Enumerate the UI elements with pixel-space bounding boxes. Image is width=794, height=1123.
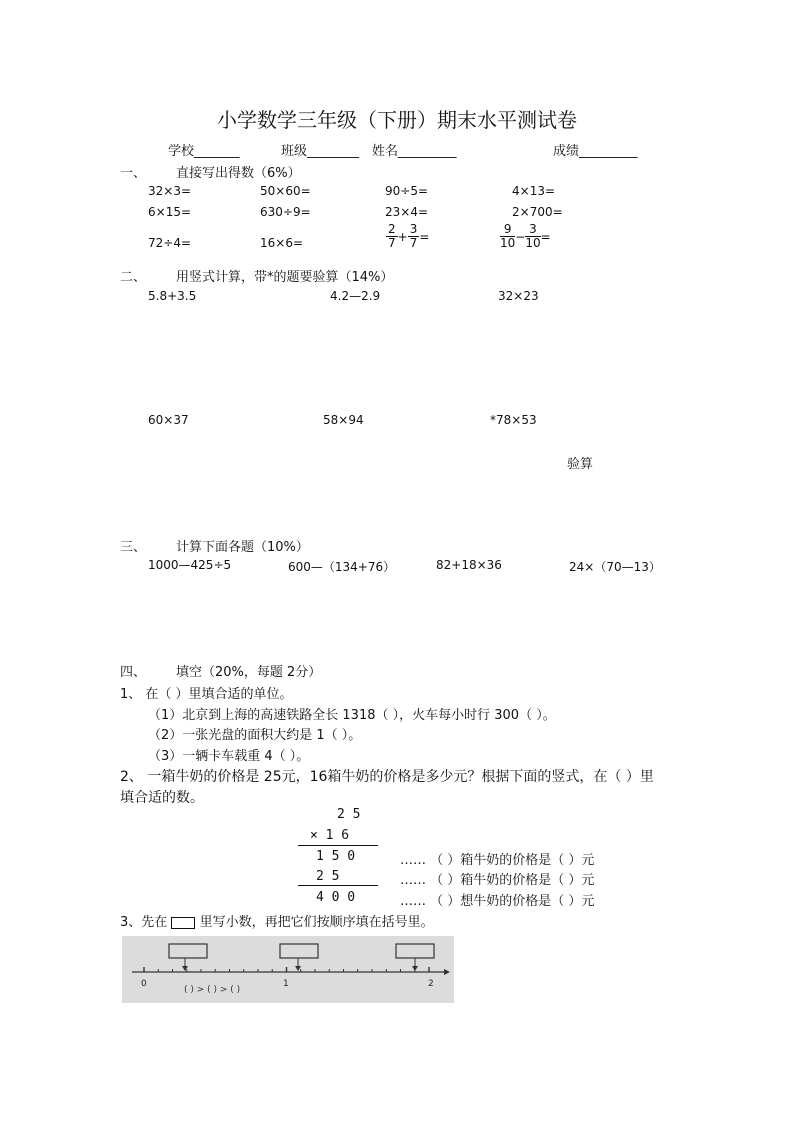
s1-item: 50×60= bbox=[260, 184, 311, 198]
axis-arrowhead bbox=[444, 969, 450, 975]
answer-box-icon bbox=[171, 917, 195, 929]
s2-item: 60×37 bbox=[148, 413, 189, 427]
calc-row-5: 4 0 0 bbox=[316, 890, 356, 905]
s1-item: 72÷4= bbox=[148, 236, 192, 250]
fraction: $\frac{2}{7}$ bbox=[388, 222, 396, 250]
s2-item: 4.2—2.9 bbox=[330, 289, 381, 303]
q1-stem: 1、 在（ ）里填合适的单位。 bbox=[120, 687, 293, 702]
fraction: $\frac{3}{7}$ bbox=[409, 222, 418, 250]
s2-item: *78×53 bbox=[490, 413, 537, 427]
arrowhead bbox=[295, 966, 301, 971]
section1-number: 一、 bbox=[120, 166, 147, 181]
s1-item: 630÷9= bbox=[260, 205, 311, 219]
calc-divider bbox=[298, 845, 378, 846]
school-field[interactable]: 学校_______ bbox=[168, 144, 240, 159]
number-line-svg bbox=[122, 936, 454, 1003]
s1-item: 4×13= bbox=[512, 184, 556, 198]
order-brackets[interactable]: ( ) > ( ) > ( ) bbox=[184, 985, 241, 995]
s1-item: 23×4= bbox=[385, 205, 429, 219]
s3-item: 1000—425÷5 bbox=[148, 558, 232, 572]
q1-part-2: （2）一张光盘的面积大约是 1（ ）。 bbox=[148, 728, 362, 743]
number-line-figure bbox=[122, 936, 454, 1003]
fraction-expression-1: $\frac{2}{7}$ + $\frac{3}{7}$ = bbox=[388, 222, 430, 250]
page-title: 小学数学三年级（下册）期末水平测试卷 bbox=[217, 108, 577, 132]
s2-item: 5.8+3.5 bbox=[148, 289, 197, 303]
section3-number: 三、 bbox=[120, 540, 147, 555]
section2-title: 用竖式计算，带*的题要验算（14%） bbox=[176, 270, 394, 285]
s3-item: 82+18×36 bbox=[436, 558, 502, 572]
label-two: 2 bbox=[428, 979, 434, 989]
q3-stem: 3、先在 里写小数，再把它们按顺序填在括号里。 bbox=[120, 915, 434, 930]
calc-row-3: 1 5 0 bbox=[316, 849, 356, 864]
calc-explain-3: …… （ ）想牛奶的价格是（ ）元 bbox=[400, 894, 595, 909]
s1-item: 2×700= bbox=[512, 205, 563, 219]
class-field[interactable]: 班级________ bbox=[281, 144, 360, 159]
s2-item: 58×94 bbox=[323, 413, 364, 427]
q2-line-2: 填合适的数。 bbox=[120, 790, 204, 806]
calc-row-2: × 1 6 bbox=[310, 828, 350, 843]
check-label: 验算 bbox=[567, 457, 594, 472]
answer-box[interactable] bbox=[396, 944, 434, 958]
fraction-expression-2: $\frac{9}{10}$ − $\frac{3}{10}$ = bbox=[500, 222, 551, 250]
section1-title: 直接写出得数（6%） bbox=[176, 166, 301, 181]
label-zero: 0 bbox=[141, 979, 147, 989]
score-field[interactable]: 成绩_________ bbox=[553, 144, 638, 159]
calc-divider bbox=[298, 885, 378, 886]
section2-number: 二、 bbox=[120, 270, 147, 285]
s1-item: 90÷5= bbox=[385, 184, 429, 198]
name-field[interactable]: 姓名_________ bbox=[372, 144, 457, 159]
q1-part-1: （1）北京到上海的高速铁路全长 1318（ ），火车每小时行 300（ ）。 bbox=[148, 708, 556, 723]
section3-title: 计算下面各题（10%） bbox=[176, 540, 309, 555]
s3-item: 24×（70—13） bbox=[569, 560, 661, 574]
s3-item: 600—（134+76） bbox=[288, 560, 396, 574]
label-one: 1 bbox=[283, 979, 289, 989]
calc-explain-2: …… （ ）箱牛奶的价格是（ ）元 bbox=[400, 873, 595, 888]
s2-item: 32×23 bbox=[498, 289, 539, 303]
fraction: $\frac{9}{10}$ bbox=[500, 222, 516, 250]
q2-line-1: 2、 一箱牛奶的价格是 25元，16箱牛奶的价格是多少元？根据下面的竖式，在（ ）里 bbox=[120, 769, 654, 785]
q1-part-3: （3）一辆卡车载重 4（ ）。 bbox=[148, 749, 310, 764]
answer-box[interactable] bbox=[280, 944, 318, 958]
calc-row-1: 2 5 bbox=[337, 807, 361, 822]
section4-number: 四、 bbox=[120, 665, 147, 680]
answer-box[interactable] bbox=[169, 944, 207, 958]
s1-item: 16×6= bbox=[260, 236, 304, 250]
s1-item: 6×15= bbox=[148, 205, 192, 219]
section4-title: 填空（20%，每题 2分） bbox=[176, 665, 322, 680]
fraction: $\frac{3}{10}$ bbox=[525, 222, 541, 250]
calc-row-4: 2 5 bbox=[316, 869, 340, 884]
s1-item: 32×3= bbox=[148, 184, 192, 198]
calc-explain-1: …… （ ）箱牛奶的价格是（ ）元 bbox=[400, 853, 595, 868]
